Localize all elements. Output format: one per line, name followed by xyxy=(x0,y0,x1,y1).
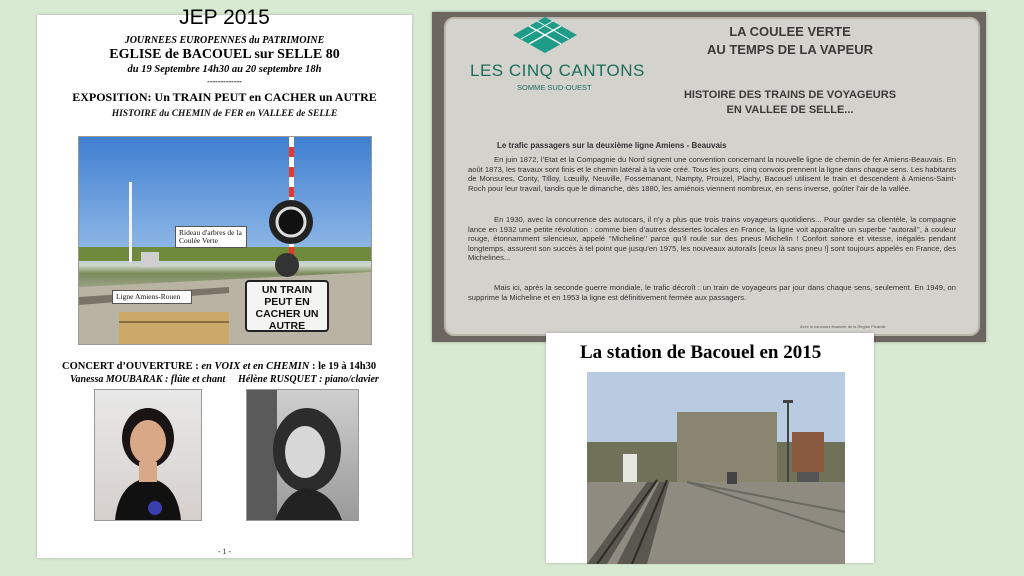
board-footer: Avec le concours financier de la Région Picardie xyxy=(800,324,886,329)
portrait-helene-illustration xyxy=(247,390,358,520)
poster-subtitle: JOURNEES EUROPENNES du PATRIMOINE xyxy=(124,35,325,46)
callout-trees: Rideau d'arbres de la Coulée Verte xyxy=(175,226,247,248)
callout-line: Ligne Amiens-Rouen xyxy=(112,290,192,304)
poster-dates: du 19 Septembre 14h30 au 20 septembre 18h xyxy=(127,64,322,75)
concert-prefix: CONCERT d’OUVERTURE : xyxy=(62,361,202,372)
performer-2: Hélène RUSQUET : piano/clavier xyxy=(238,374,379,385)
poster-page-number: - 1 - xyxy=(217,547,232,556)
portrait-helene xyxy=(246,389,359,521)
board-paragraph-1: En juin 1872, l’Etat et la Compagnie du Nord signent une convention concernant la nouvelle ligne de chemin de fer Amiens-Beauvais. En août 1873, les travaux sont finis et le chemin latéral à la voie créé. Tous les jours, cinq convois prennent la ligne dans chaque sens. Les habitants de Monsures, Conty, Tilloy, Lœuilly, Neuville, Fossemanant, Nampty, Prouzel, Plachy, Bacouel utilisent le train et descendent à Amiens-Saint-Roch pour leur travail, tandis que le dimanche, dès 1880, les amiénois viennent nombreux, en sens inverse, goûter l’air de la vallée. xyxy=(468,155,956,193)
poster-exhibition: EXPOSITION: Un TRAIN PEUT en CACHER un AUTRE xyxy=(72,90,377,104)
station-title: La station de Bacouel en 2015 xyxy=(580,342,822,363)
board-paragraph-3: Mais ici, après la seconde guerre mondiale, le trafic décroît : un train de voyageurs par jour dans chaque sens, seulement. En 1949, on supprime la Micheline et en 1953 la ligne est définitivement fermée aux passagers. xyxy=(468,283,956,302)
station-scene-illustration xyxy=(587,372,845,564)
logo-text: LES CINQ CANTONS xyxy=(470,61,645,80)
portrait-vanessa xyxy=(94,389,202,521)
poster-title: JEP 2015 xyxy=(179,6,270,29)
portrait-vanessa-illustration xyxy=(95,390,201,520)
station-photo xyxy=(587,372,845,564)
board-subheading: Le trafic passagers sur la deuxième ligne Amiens - Beauvais xyxy=(497,141,727,150)
board-heading-2: AU TEMPS DE LA VAPEUR xyxy=(706,42,874,57)
concert-date: : le 19 à 14h30 xyxy=(309,361,377,372)
board-heading-1: LA COULEE VERTE xyxy=(729,24,851,39)
poster-divider: ------------- xyxy=(207,77,242,86)
board-heading-3: HISTOIRE DES TRAINS DE VOYAGEURS xyxy=(683,89,897,101)
train-warning-sign: UN TRAIN PEUT EN CACHER UN AUTRE xyxy=(245,280,329,332)
poster-venue: EGLISE de BACOUEL sur SELLE 80 xyxy=(109,47,340,62)
concert-title: en VOIX et en CHEMIN xyxy=(201,361,310,372)
logo-subtext: SOMME SUD-OUEST xyxy=(517,83,592,92)
board-heading-4: EN VALLEE DE SELLE... xyxy=(726,104,854,116)
poster-history: HISTOIRE du CHEMIN de FER en VALLEE de SELLE xyxy=(111,109,338,119)
cinq-cantons-logo-icon xyxy=(505,15,585,59)
performer-1: Vanessa MOUBARAK : flûte et chant xyxy=(70,374,226,385)
concert-line xyxy=(62,361,402,372)
board-paragraph-2: En 1930, avec la concurrence des autocars, il n’y a plus que trois trains voyageurs quotidiens... Pour garder sa clientèle, la compagnie lance en 1932 une petite révolution : comme bien d’autres dessertes locales en France, la ligne voit apparaître un superbe ‘‘autorail’’, à couleur rouge, étonnamment silencieux, appelé ‘‘Micheline’’ parce qu’il roule sur des pneus Michelin ! Confort sonore et vitesse, inégalés pendant longtemps, assurent son succès à tel point que jusqu’en 1975, les nouveaux autorails [ceux là sans pneu !] sont toujours appelés en France, des Michelines... xyxy=(468,215,956,263)
